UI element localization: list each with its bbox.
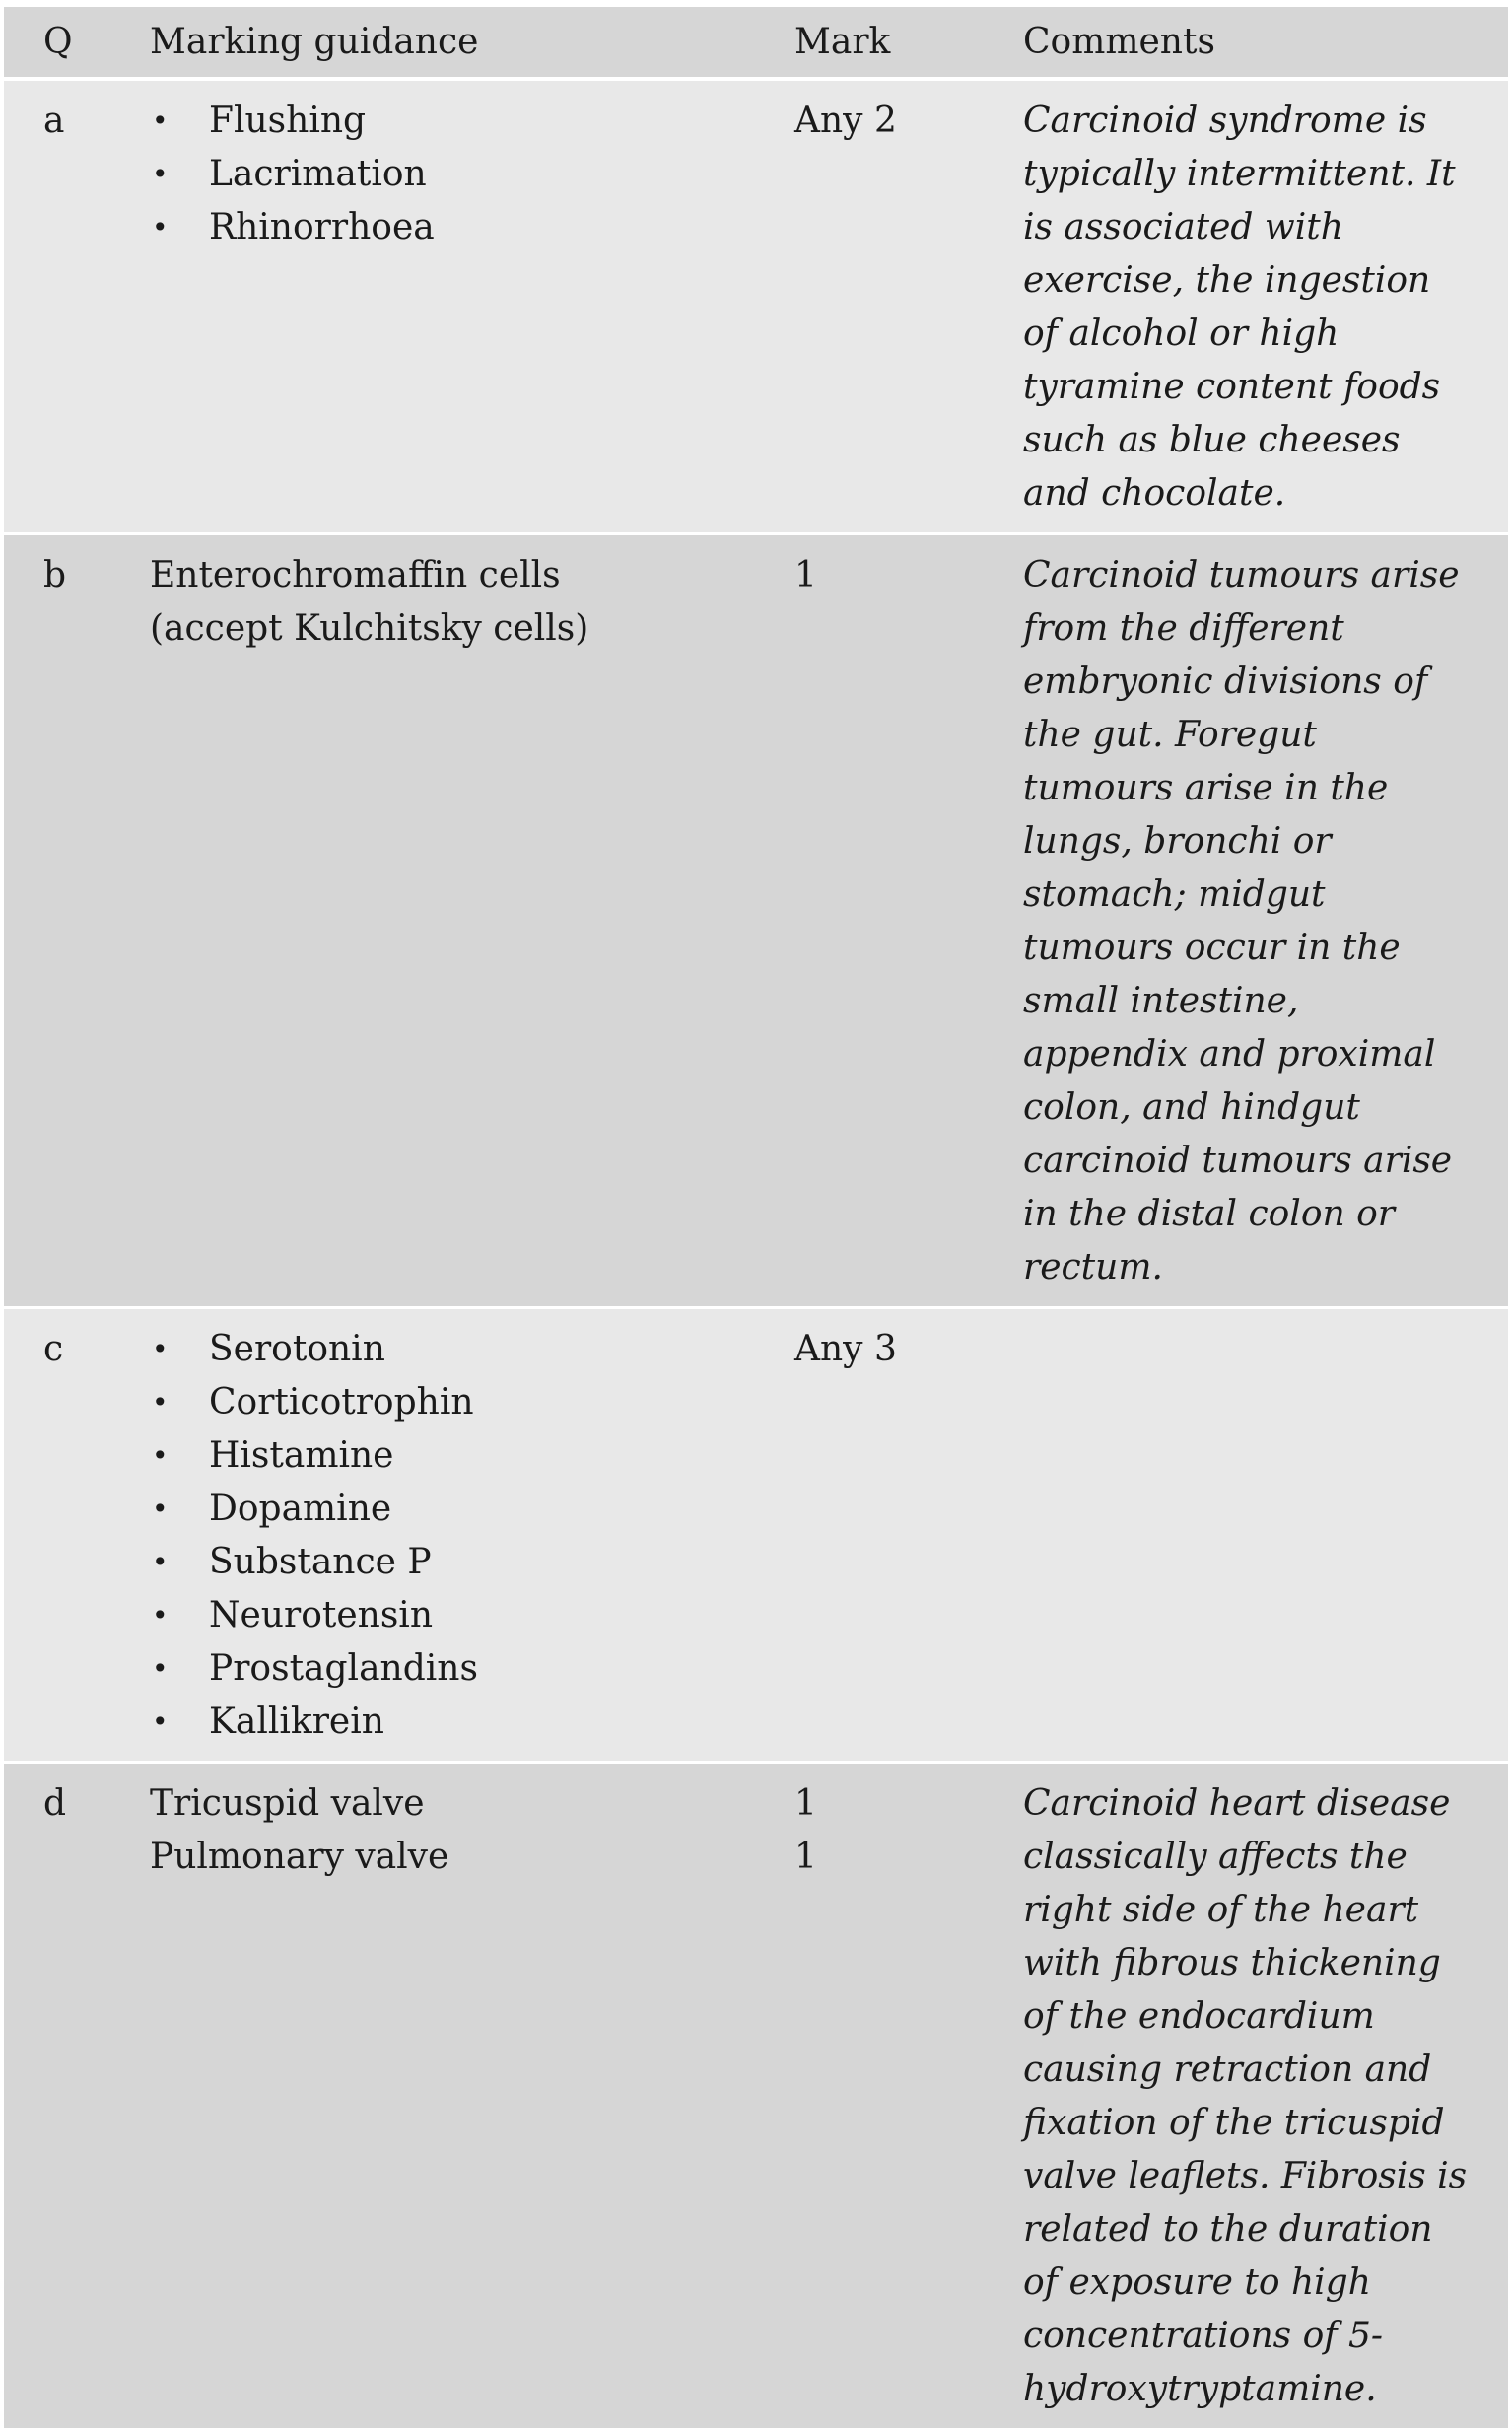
- guidance-line: Tricuspid valve: [150, 1783, 425, 1824]
- list-item: • Lacrimation: [150, 148, 794, 201]
- comment-cell: Carcinoid syndrome is typically intermittent. It is associated with exercise, the ingestion of alcohol or high tyramine content foods such as blue cheeses and chocolate.: [1023, 79, 1508, 534]
- question-id: b: [4, 534, 150, 1308]
- mark-value: Any 2: [794, 101, 897, 141]
- mark-value: 1: [794, 1837, 817, 1877]
- marking-table: [4, 7, 1508, 2431]
- list-item: • Dopamine: [150, 1483, 794, 1536]
- mark-value: Any 3: [794, 1329, 897, 1369]
- question-id: a: [4, 79, 150, 534]
- marking-table-container: [4, 7, 1508, 2431]
- guidance-cell: [150, 79, 794, 534]
- question-id: c: [4, 1308, 150, 1763]
- question-id: d: [4, 1763, 150, 2430]
- mark-cell: [794, 534, 1023, 1308]
- mark-cell: [794, 1763, 1023, 2430]
- comment-cell: Carcinoid tumours arise from the different embryonic divisions of the gut. Foregut tumours arise in the lungs, bronchi or stomach; midgut tumours occur in the small intestine, appendix and proximal colon, and hindgut carcinoid tumours arise in the distal colon or rectum.: [1023, 534, 1508, 1308]
- guidance-list: [150, 1323, 794, 1749]
- list-item: • Serotonin: [150, 1323, 794, 1376]
- mark-cell: [794, 79, 1023, 534]
- list-item: • Flushing: [150, 95, 794, 148]
- list-item: • Rhinorrhoea: [150, 201, 794, 254]
- guidance-cell: [150, 534, 794, 1308]
- header-mark: Mark: [794, 7, 1023, 79]
- list-item: • Substance P: [150, 1536, 794, 1589]
- list-item: • Prostaglandins: [150, 1642, 794, 1696]
- table-row: [4, 534, 1508, 1308]
- mark-cell: [794, 1308, 1023, 1763]
- mark-value: 1: [794, 555, 817, 595]
- guidance-cell: [150, 1763, 794, 2430]
- mark-value: 1: [794, 1783, 817, 1824]
- guidance-cell: [150, 1308, 794, 1763]
- guidance-line: Pulmonary valve: [150, 1837, 449, 1877]
- table-row: [4, 79, 1508, 534]
- header-row: [4, 7, 1508, 79]
- header-comments: Comments: [1023, 7, 1508, 79]
- list-item: • Histamine: [150, 1429, 794, 1483]
- table-row: [4, 1763, 1508, 2430]
- header-guidance: Marking guidance: [150, 7, 794, 79]
- list-item: • Kallikrein: [150, 1696, 794, 1749]
- list-item: • Corticotrophin: [150, 1376, 794, 1429]
- table-row: [4, 1308, 1508, 1763]
- comment-cell: [1023, 1308, 1508, 1763]
- guidance-list: [150, 95, 794, 254]
- comment-cell: Carcinoid heart disease classically affects the right side of the heart with fibrous thickening of the endocardium causing retraction and fixation of the tricuspid valve leaflets. Fibrosis is related to the duration of exposure to high concentrations of 5-hydroxytryptamine.: [1023, 1763, 1508, 2430]
- guidance-line: (accept Kulchitsky cells): [150, 608, 589, 649]
- list-item: • Neurotensin: [150, 1589, 794, 1642]
- guidance-line: Enterochromaffin cells: [150, 555, 561, 595]
- header-q: Q: [4, 7, 150, 79]
